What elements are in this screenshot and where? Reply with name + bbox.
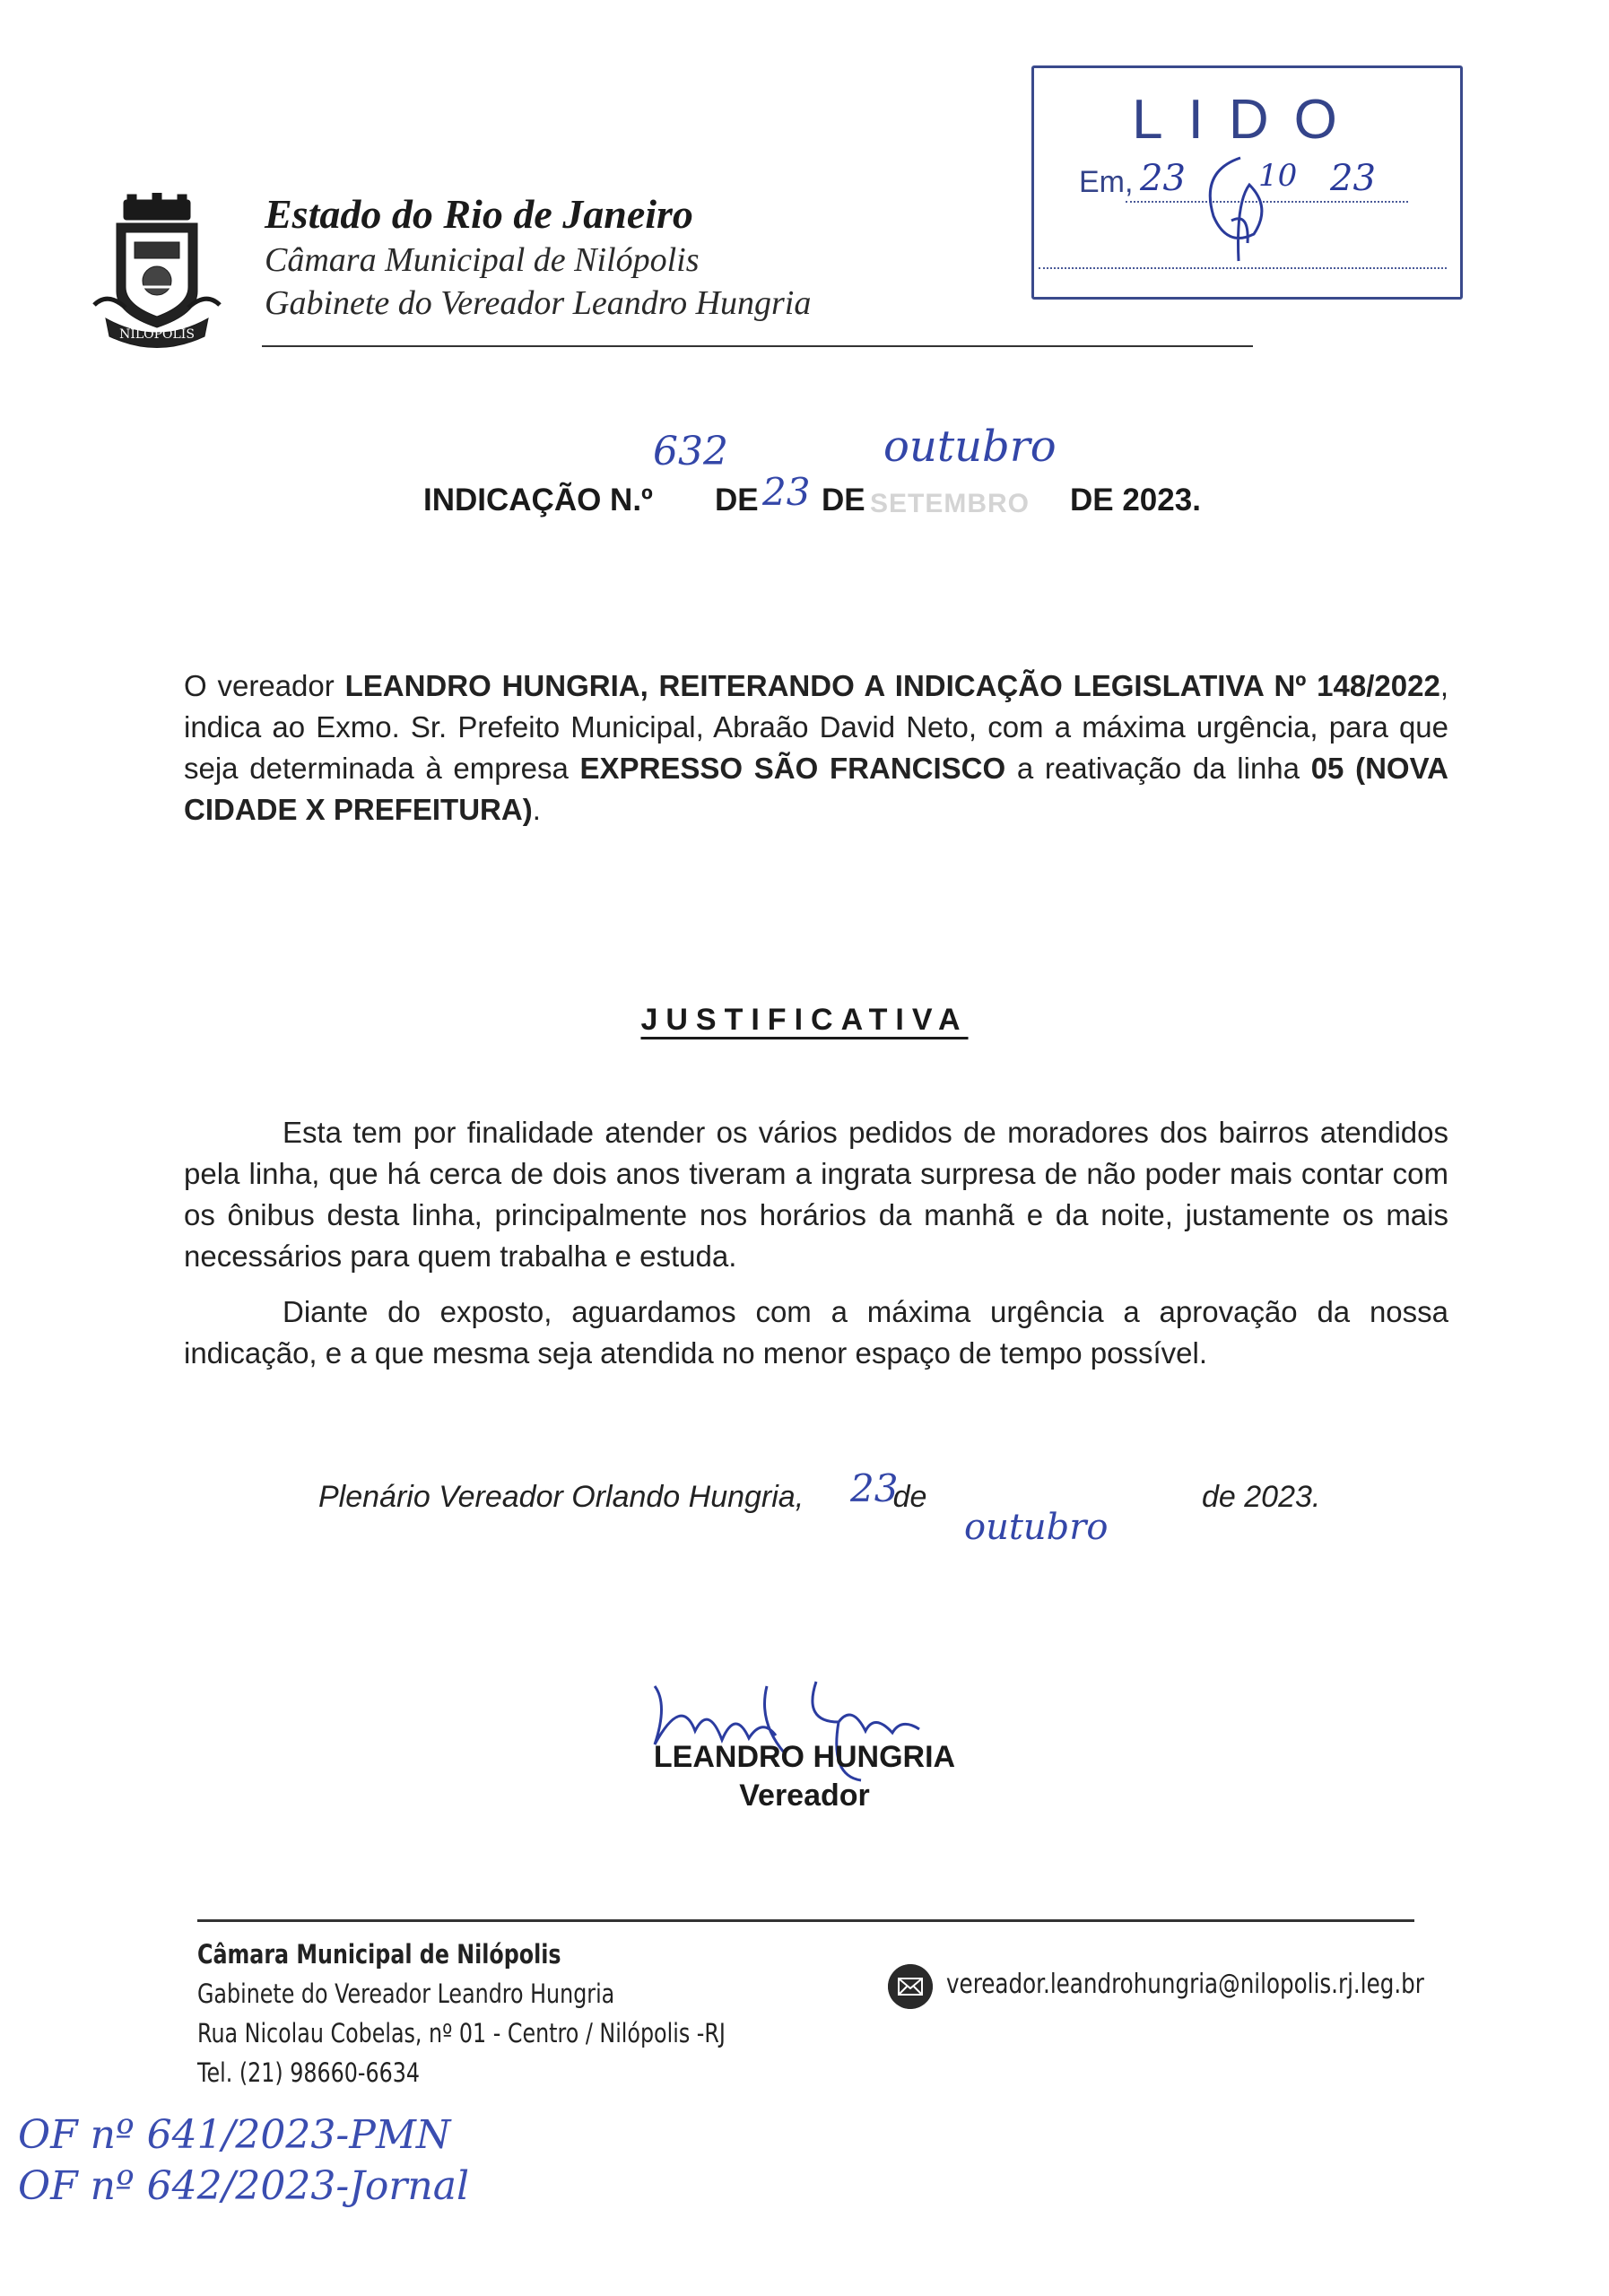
handwritten-note-1: OF nº 641/2023-PMN	[18, 2112, 451, 2158]
indication-prefix: INDICAÇÃO N.º	[423, 483, 653, 517]
handwritten-closing-day: 23	[850, 1466, 899, 1510]
municipal-crest-icon	[90, 193, 224, 350]
indication-year: DE 2023.	[1070, 483, 1201, 517]
justification-title: JUSTIFICATIVA	[640, 1003, 969, 1037]
stamp-em-label: Em,	[1079, 165, 1134, 199]
handwritten-indication-month: outubro	[883, 422, 1057, 472]
handwritten-indication-number: 632	[653, 429, 728, 474]
closing-year: de 2023.	[1202, 1480, 1321, 1514]
indication-paragraph: O vereador LEANDRO HUNGRIA, REITERANDO A INDICAÇÃO LEGISLATIVA Nº 148/2022, indica ao Exmo. Sr. Prefeito Municipal, Abraão David Neto, com a máxima urgência, para que seja determinada à empresa EXPRESSO SÃO FRANCISCO a reativação da linha 05 (NOVA CIDADE X PREFEITURA).	[184, 669, 1448, 826]
indication-de-1: DE	[715, 483, 759, 517]
handwritten-closing-month: outubro	[964, 1507, 1109, 1548]
read-stamp	[1031, 65, 1463, 300]
header-state: Estado do Rio de Janeiro	[265, 191, 693, 237]
footer-email[interactable]: vereador.leandrohungria@nilopolis.rj.leg.br	[946, 1969, 1424, 2000]
stamp-month: 10	[1258, 158, 1298, 194]
signer-role: Vereador	[739, 1779, 870, 1813]
handwritten-note-2: OF nº 642/2023-Jornal	[18, 2163, 470, 2209]
signer-name: LEANDRO HUNGRIA	[653, 1740, 956, 1774]
header-divider	[262, 345, 1253, 347]
justification-paragraph-1: Esta tem por finalidade atender os vários pedidos de moradores dos bairros atendidos pela linha, que há cerca de dois anos tiveram a ingrata surpresa de não poder mais contar com os ônibus desta linha, principalmente nos horários da manhã e da noite, justamente os mais necessários para quem trabalha e estuda.	[184, 1116, 1448, 1273]
footer-office: Gabinete do Vereador Leandro Hungria	[197, 1979, 615, 2009]
justification-paragraph-2: Diante do exposto, aguardamos com a máxima urgência a aprovação da nossa indicação, e a que mesma seja atendida no menor espaço de tempo possível.	[184, 1295, 1448, 1370]
stamp-day: 23	[1140, 158, 1186, 199]
indication-de-2: DE	[822, 483, 865, 517]
stamp-initials-signature	[1187, 153, 1285, 270]
footer-phone: Tel. (21) 98660-6634	[197, 2057, 420, 2088]
header-office: Gabinete do Vereador Leandro Hungria	[265, 284, 812, 322]
header-chamber: Câmara Municipal de Nilópolis	[265, 241, 700, 279]
handwritten-indication-day: 23	[762, 470, 811, 514]
footer-chamber: Câmara Municipal de Nilópolis	[197, 1939, 561, 1970]
footer-address: Rua Nicolau Cobelas, nº 01 - Centro / Nilópolis -RJ	[197, 2018, 726, 2048]
stamp-title: LIDO	[1132, 89, 1362, 151]
indication-faded-month: SETEMBRO	[870, 489, 1031, 518]
envelope-icon	[888, 1964, 933, 2009]
stamp-year: 23	[1330, 158, 1376, 199]
footer-divider	[197, 1919, 1414, 1922]
closing-place: Plenário Vereador Orlando Hungria, de	[318, 1480, 927, 1514]
crest-banner-text: NILÓPOLIS	[119, 327, 195, 342]
